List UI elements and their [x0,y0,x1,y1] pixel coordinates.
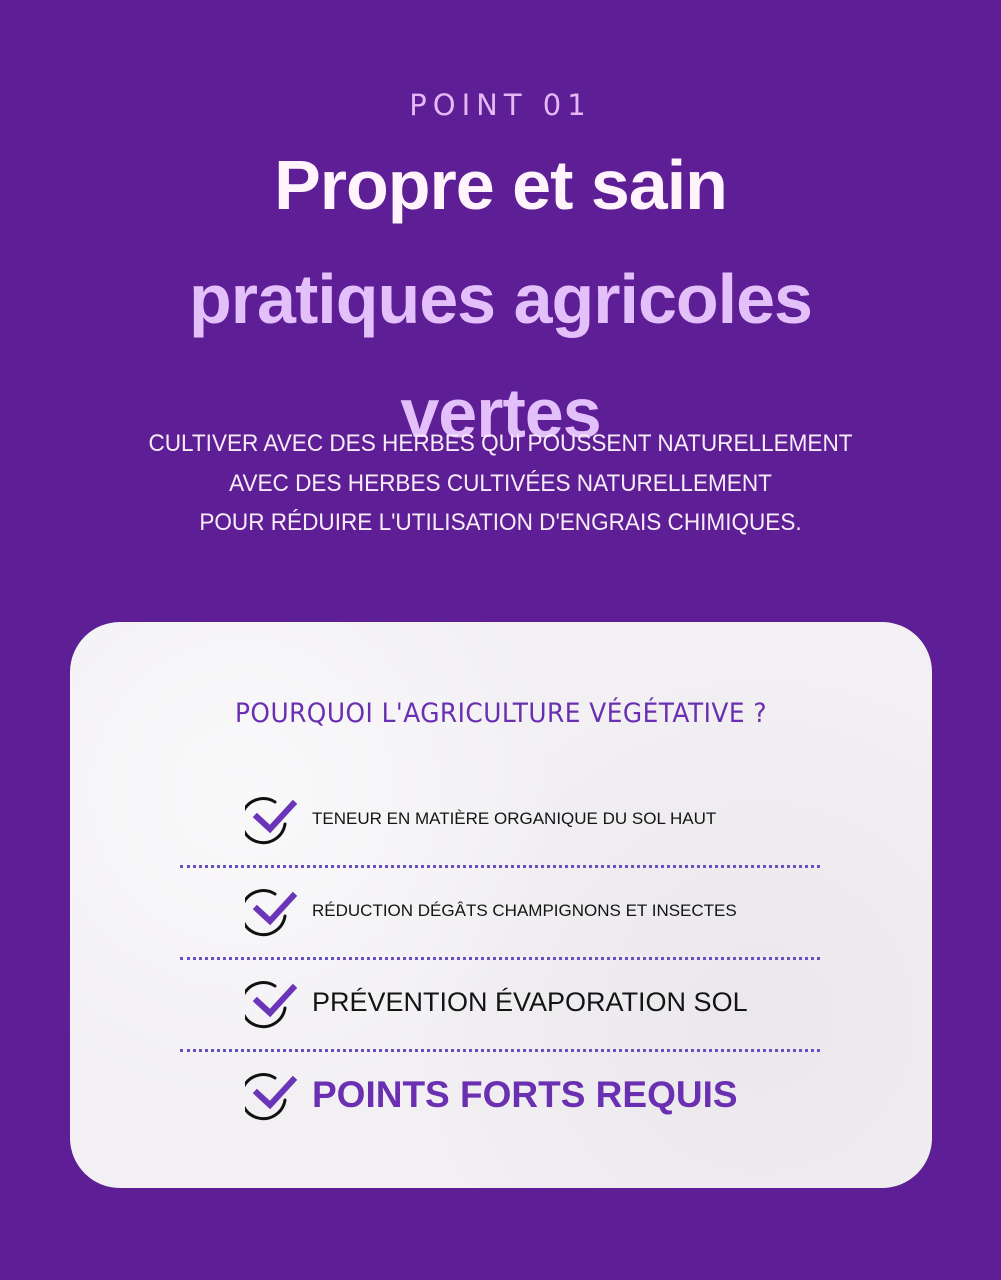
card-title: POURQUOI L'AGRICULTURE VÉGÉTATIVE ? [234,698,767,729]
page-title [0,128,1001,470]
check-circle-icon [245,794,299,846]
title-line-3: vertes [400,374,601,452]
list-item [180,958,820,1050]
list-item [180,1050,820,1142]
subtitle-line-3: POUR RÉDUIRE L'UTILISATION D'ENGRAIS CHIMIQUES. [199,509,802,536]
benefits-list [180,774,820,1142]
list-item-label: RÉDUCTION DÉGÂTS CHAMPIGNONS ET INSECTES [312,901,737,920]
subtitle-line-1: CULTIVER AVEC DES HERBES QUI POUSSENT NATURELLEMENT [148,430,853,457]
list-item [180,866,820,958]
list-item [180,774,820,866]
subtitle [30,424,971,543]
title-line-1: Propre et sain [274,146,727,224]
check-circle-icon [245,978,299,1030]
eyebrow-label: POINT 01 [409,88,592,122]
subtitle-line-2: AVEC DES HERBES CULTIVÉES NATURELLEMENT [229,469,772,497]
title-line-2: pratiques agricoles [189,260,812,338]
check-circle-icon [245,886,299,938]
list-item-label: PRÉVENTION ÉVAPORATION SOL [312,987,748,1017]
check-circle-icon [245,1070,299,1122]
list-item-label: POINTS FORTS REQUIS [312,1074,738,1115]
list-item-label: TENEUR EN MATIÈRE ORGANIQUE DU SOL HAUT [312,809,717,828]
benefits-card [70,622,932,1188]
